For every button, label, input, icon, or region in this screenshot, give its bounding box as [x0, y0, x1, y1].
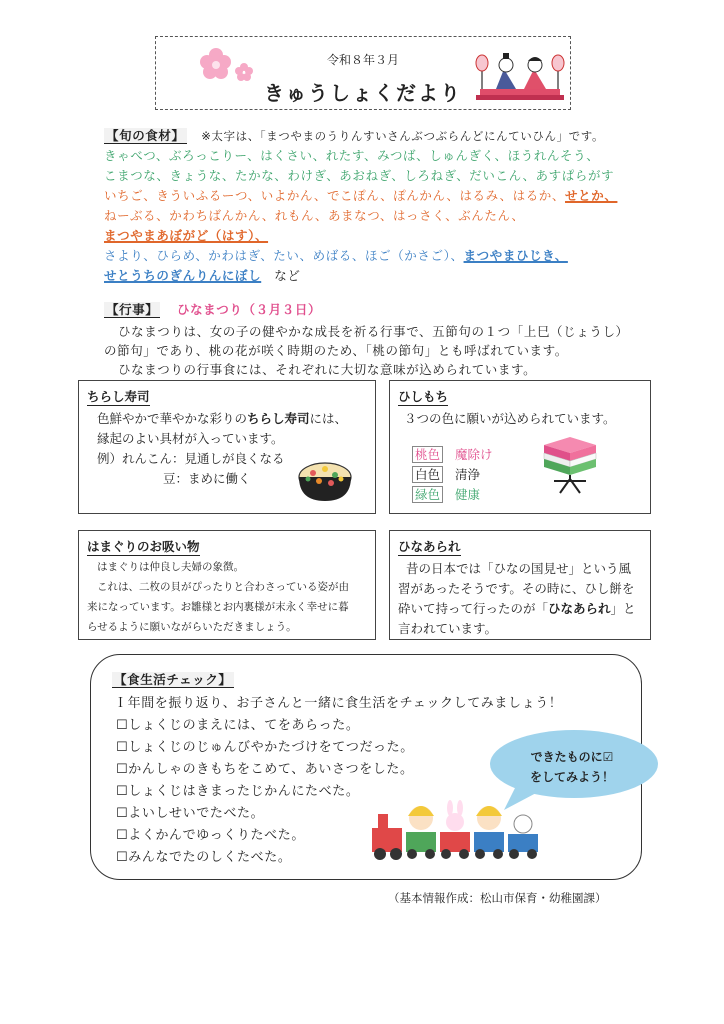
chirashi-line-4: 豆：まめに働く [163, 471, 251, 486]
hishimochi-meaning: 清浄 [455, 467, 481, 482]
hinaarare-line-2: 習があったそうです。その時に、ひし餅を [398, 581, 635, 596]
event-paragraph-2: の節句」であり、桃の花が咲く時期のため、「桃の節句」とも呼ばれています。 [104, 343, 568, 358]
chirashi-line-3: 例）れんこん：見通しが良くなる [97, 451, 285, 466]
chirashi-box [78, 380, 376, 514]
hinaarare-box [389, 530, 651, 640]
chirashi-line-2: 縁起のよい具材が入っています。 [97, 431, 284, 446]
fruit-brand-text: せとか、 [565, 188, 618, 203]
fish-text: さより、ひらめ、かわはぎ、たい、めばる、ほご（かさご）、 [104, 248, 464, 263]
chirashi-text: 色鮮やかで華やかな彩りの [97, 411, 248, 426]
plum-blossom-icon [194, 45, 254, 85]
hishimochi-meaning: 健康 [455, 487, 481, 502]
hishimochi-line-1: ３つの色に願いが込められています。 [404, 411, 616, 426]
header-box [155, 36, 571, 110]
chirashi-text: には、 [309, 411, 348, 426]
issue-date: 令和８年３月 [326, 53, 399, 67]
hishimochi-color-label: 緑色 [412, 486, 443, 503]
hamaguri-line-3: 来になっています。お雛様とお内裏様が末永く幸せに暮 [87, 601, 349, 613]
check-item[interactable]: ☐かんしゃのきもちをこめて、あいさつをした。 [116, 762, 414, 777]
hishimochi-title: ひしもち [398, 389, 449, 404]
vegetable-line-2: こまつな、きょうな、たかな、わけぎ、あおねぎ、しろねぎ、だいこん、あすぱらがす [104, 168, 615, 183]
check-item[interactable]: ☐よくかんでゆっくりたべた。 [116, 828, 305, 843]
event-paragraph-3: ひなまつりの行事食には、それぞれに大切な意味が込められています。 [118, 362, 537, 377]
fruit-line-1 [104, 186, 617, 204]
chirashi-bold-text: ちらし寿司 [247, 411, 310, 426]
fruit-line-3 [104, 226, 268, 244]
hinaarare-text: 砕いて持って行ったのが「 [398, 601, 549, 616]
fruit-brand-text: まつやまあぼがど（はす）、 [104, 228, 269, 243]
vegetable-line-1: きゃべつ、ぶろっこりー、はくさい、れたす、みつば、しゅんぎく、ほうれんそう、 [104, 148, 600, 163]
event-tag: 【行事】 [106, 302, 159, 317]
fish-line-2 [104, 266, 301, 284]
hamaguri-line-2: これは、二枚の貝がぴったりと合わさっている姿が由 [97, 581, 349, 593]
hinaarare-title: ひなあられ [398, 539, 461, 554]
event-name: ひなまつり（３月３日） [176, 302, 322, 317]
newsletter-title: きゅうしょくだより [264, 81, 462, 105]
hishimochi-box [389, 380, 651, 514]
hishimochi-meaning: 魔除け [455, 447, 493, 462]
check-item[interactable]: ☐しょくじのじゅんびやかたづけをてつだった。 [116, 740, 414, 755]
hinaarare-line-1: 昔の日本では「ひなの国見せ」という風 [406, 561, 632, 576]
hinaarare-bold-text: ひなあられ [548, 601, 611, 616]
hamaguri-line-1: はまぐりは仲良し夫婦の象徴。 [97, 561, 244, 573]
check-intro: Ｉ年間を振り返り、お子さんと一緒に食生活をチェックしてみましょう！ [114, 696, 563, 711]
check-item[interactable]: ☐よいしせいでたべた。 [116, 806, 265, 821]
hamaguri-line-4: らせるように願いながらいただきましょう。 [87, 621, 297, 633]
train-kids-icon [370, 794, 542, 864]
fish-line-1 [104, 246, 568, 264]
hamaguri-title: はまぐりのお吸い物 [87, 539, 200, 554]
footer-credit: （基本情報作成：松山市保育・幼稚園課） [388, 891, 607, 905]
hishimochi-row [412, 465, 493, 485]
event-header [104, 300, 321, 318]
hishimochi-icon [540, 435, 600, 497]
hishimochi-row [412, 445, 493, 465]
hinaarare-line-3 [398, 599, 636, 617]
chirashi-line-1 [97, 409, 347, 427]
hamaguri-box [78, 530, 376, 640]
seasonal-tag: 【旬の食材】 [106, 128, 185, 143]
hishimochi-color-label: 桃色 [412, 446, 443, 463]
hishimochi-colors [412, 445, 493, 505]
event-paragraph-1: ひなまつりは、女の子の健やかな成長を祈る行事で、五節句の１つ「上巳（じょうし） [118, 324, 629, 339]
hishimochi-row [412, 485, 493, 505]
fish-end-text: など [261, 268, 301, 283]
bubble-line-2: をしてみよう！ [529, 770, 614, 784]
fruit-line-2: ねーぶる、かわちばんかん、れもん、あまなつ、はっさく、ぶんたん、 [104, 208, 525, 223]
hina-dolls-icon [474, 45, 566, 105]
check-item[interactable]: ☐しょくじはきまったじかんにたべた。 [116, 784, 360, 799]
chirashi-title: ちらし寿司 [87, 389, 150, 404]
hishimochi-color-label: 白色 [412, 466, 443, 483]
hinaarare-line-4: 言われています。 [398, 621, 498, 636]
seasonal-note: ※太字は、「まつやまのうりんすいさんぶつぶらんどにんていひん」です。 [201, 129, 605, 143]
bubble-line-1: できたものに☑ [530, 750, 614, 764]
check-header [112, 670, 234, 688]
fish-brand-text: せとうちのぎんりんにぼし [104, 268, 262, 283]
fish-brand-text: まつやまひじき、 [463, 248, 568, 263]
chirashi-sushi-icon [295, 455, 355, 505]
check-tag: 【食生活チェック】 [114, 672, 232, 687]
hinaarare-text: 」と [610, 601, 636, 616]
fruit-text: いちご、きういふるーつ、いよかん、でこぽん、ぽんかん、はるみ、はるか、 [104, 188, 566, 203]
check-item[interactable]: ☐しょくじのまえには、てをあらった。 [116, 718, 360, 733]
seasonal-header [104, 126, 604, 144]
check-item[interactable]: ☐みんなでたのしくたべた。 [116, 850, 292, 865]
